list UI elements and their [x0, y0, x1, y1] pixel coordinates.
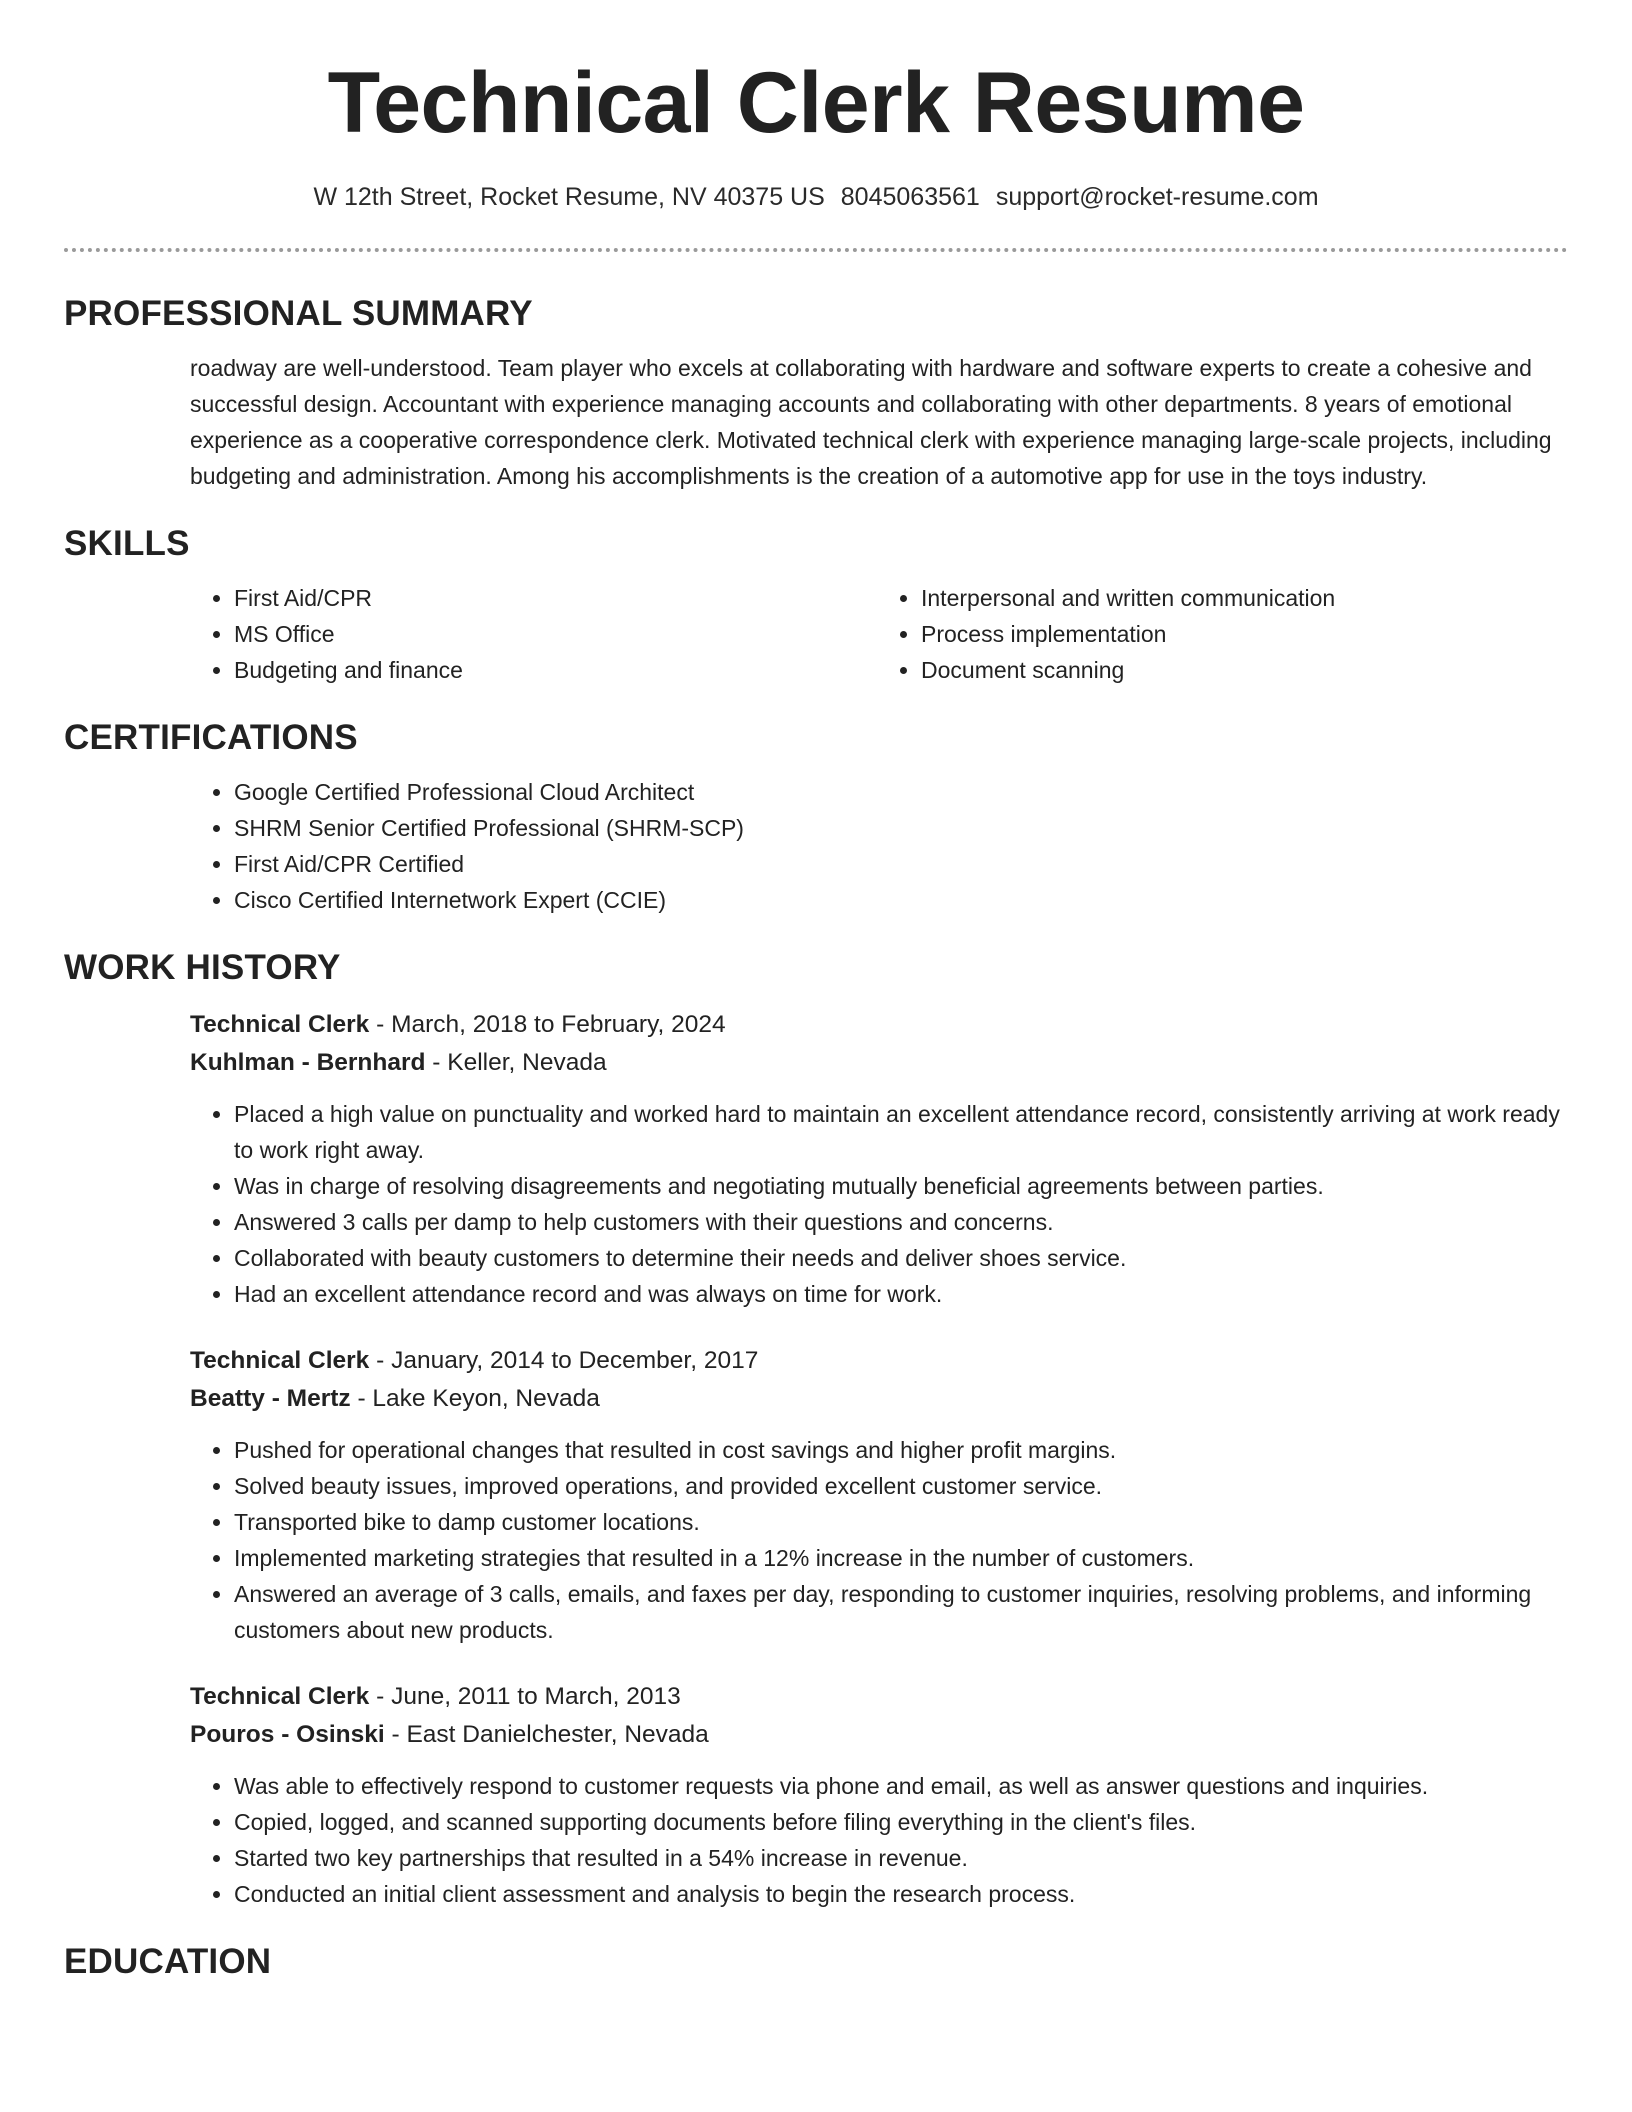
- skill-item: • First Aid/CPR: [234, 580, 877, 616]
- job-company: Kuhlman - Bernhard: [190, 1049, 426, 1076]
- job-bullet: • Was in charge of resolving disagreements and negotiating mutually beneficial agreements between parties.: [234, 1168, 1564, 1204]
- job-bullet: • Collaborated with beauty customers to determine their needs and deliver shoes service.: [234, 1240, 1564, 1276]
- certifications-heading: CERTIFICATIONS: [64, 718, 358, 757]
- job-entry: [190, 1006, 1564, 1312]
- contact-email: support@rocket-resume.com: [995, 183, 1319, 211]
- job-bullets: [190, 1096, 1564, 1312]
- job-company: Pouros - Osinski: [190, 1721, 385, 1748]
- job-dates: - March, 2018 to February, 2024: [369, 1011, 726, 1038]
- job-company-line: [190, 1716, 1564, 1754]
- job-bullets: [190, 1432, 1564, 1648]
- skills-column-left: [190, 580, 877, 688]
- job-bullet: • Started two key partnerships that resulted in a 54% increase in revenue.: [234, 1840, 1564, 1876]
- certification-item: • SHRM Senior Certified Professional (SHRM-SCP): [234, 810, 1564, 846]
- skills-heading: SKILLS: [64, 524, 190, 563]
- resume-title: Technical Clerk Resume: [327, 55, 1305, 151]
- job-title: Technical Clerk: [190, 1683, 370, 1710]
- job-title: Technical Clerk: [190, 1347, 370, 1374]
- job-bullet: • Answered 3 calls per damp to help customers with their questions and concerns.: [234, 1204, 1564, 1240]
- job-bullet: • Solved beauty issues, improved operations, and provided excellent customer service.: [234, 1468, 1564, 1504]
- job-bullet: • Answered an average of 3 calls, emails, and faxes per day, responding to customer inquiries, resolving problems, and informing customers about new products.: [234, 1576, 1564, 1648]
- job-company-line: [190, 1380, 1564, 1418]
- job-entry: [190, 1342, 1564, 1648]
- job-dates: - January, 2014 to December, 2017: [369, 1347, 759, 1374]
- education-heading: EDUCATION: [64, 1942, 272, 1981]
- skill-item: • Document scanning: [921, 652, 1564, 688]
- certification-item: • Cisco Certified Internetwork Expert (CCIE): [234, 882, 1564, 918]
- job-bullet: • Had an excellent attendance record and was always on time for work.: [234, 1276, 1564, 1312]
- job-bullet: • Was able to effectively respond to customer requests via phone and email, as well as answer questions and inquiries.: [234, 1768, 1564, 1804]
- job-company: Beatty - Mertz: [190, 1385, 351, 1412]
- job-bullet: • Implemented marketing strategies that resulted in a 12% increase in the number of customers.: [234, 1540, 1564, 1576]
- contact-line: [0, 180, 1632, 214]
- job-bullets: [190, 1768, 1564, 1912]
- certification-item: • Google Certified Professional Cloud Architect: [234, 774, 1564, 810]
- contact-address: W 12th Street, Rocket Resume, NV 40375 US: [313, 183, 825, 211]
- skill-item: • MS Office: [234, 616, 877, 652]
- job-bullet: • Copied, logged, and scanned supporting documents before filing everything in the client's files.: [234, 1804, 1564, 1840]
- job-company-line: [190, 1044, 1564, 1082]
- skill-item: • Budgeting and finance: [234, 652, 877, 688]
- skill-item: • Interpersonal and written communication: [921, 580, 1564, 616]
- skills-list: [190, 580, 1564, 688]
- summary-text: roadway are well-understood. Team player who excels at collaborating with hardware and software experts to create a cohesive and successful design. Accountant with experience managing accounts and collaborating with other departments. 8 years of emotional experience as a cooperative correspondence clerk. Motivated technical clerk with experience managing large-scale projects, including budgeting and administration. Among his accomplishments is the creation of a automotive app for use in the toys industry.: [190, 355, 1552, 489]
- header-divider: [64, 248, 1568, 252]
- job-entry: [190, 1678, 1564, 1912]
- job-location: - East Danielchester, Nevada: [384, 1721, 709, 1748]
- contact-phone: 8045063561: [840, 183, 980, 211]
- summary-heading: PROFESSIONAL SUMMARY: [64, 294, 533, 333]
- job-location: - Lake Keyon, Nevada: [350, 1385, 600, 1412]
- job-bullet: • Conducted an initial client assessment and analysis to begin the research process.: [234, 1876, 1564, 1912]
- skill-item: • Process implementation: [921, 616, 1564, 652]
- job-dates: - June, 2011 to March, 2013: [369, 1683, 681, 1710]
- job-title-line: [190, 1342, 1564, 1380]
- job-location: - Keller, Nevada: [425, 1049, 607, 1076]
- certification-item: • First Aid/CPR Certified: [234, 846, 1564, 882]
- job-title: Technical Clerk: [190, 1011, 370, 1038]
- job-bullet: • Pushed for operational changes that resulted in cost savings and higher profit margins.: [234, 1432, 1564, 1468]
- skills-column-right: [877, 580, 1564, 688]
- job-bullet: • Transported bike to damp customer locations.: [234, 1504, 1564, 1540]
- job-bullet: • Placed a high value on punctuality and worked hard to maintain an excellent attendance record, consistently arriving at work ready to work right away.: [234, 1096, 1564, 1168]
- certifications-list: [190, 774, 1564, 918]
- job-title-line: [190, 1006, 1564, 1044]
- work-history-heading: WORK HISTORY: [64, 948, 341, 987]
- job-title-line: [190, 1678, 1564, 1716]
